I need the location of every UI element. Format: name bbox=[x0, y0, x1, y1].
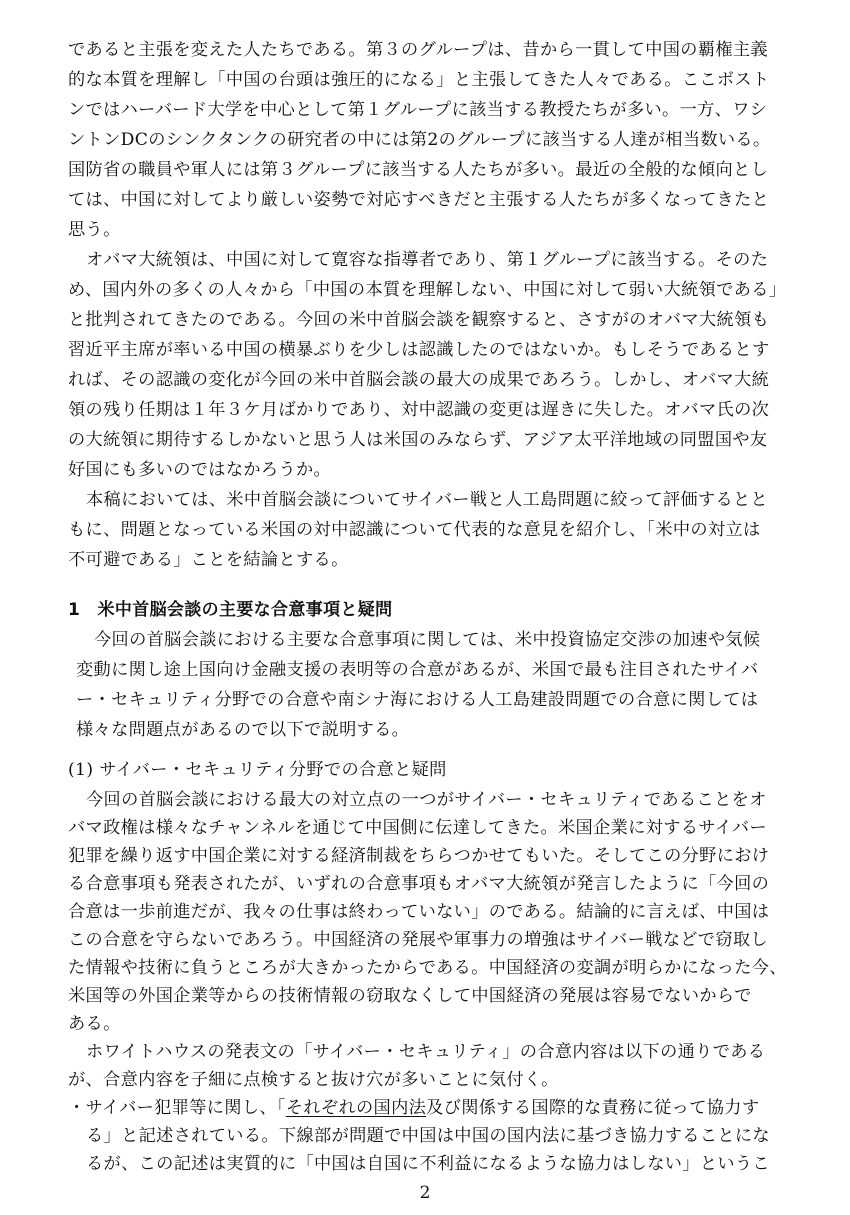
subsection-heading: (1) サイバー・セキュリティ分野での合意と疑問 bbox=[68, 760, 447, 780]
text-line: 様々な問題点があるので以下で説明する。 bbox=[76, 720, 410, 740]
underlined-text: それぞれの国内法 bbox=[285, 1098, 427, 1118]
text-line: 思う。 bbox=[68, 220, 121, 240]
text-line: バマ政権は様々なチャンネルを通じて中国側に伝達してきた。米国企業に対するサイバー bbox=[68, 818, 767, 838]
bullet-text: ・サイバー犯罪等に関し、「 bbox=[68, 1098, 286, 1118]
text-line: ホワイトハウスの発表文の「サイバー・セキュリティ」の合意内容は以下の通りである bbox=[86, 1042, 766, 1062]
text-line: 犯罪を繰り返す中国企業に対する経済制裁をちらつかせてもいた。そしてこの分野におけ bbox=[68, 846, 770, 866]
text-line: 不可避である」ことを結論とする。 bbox=[68, 550, 349, 570]
text-line: め、国内外の多くの人々から「中国の本質を理解しない、中国に対して弱い大統領である」 bbox=[68, 280, 787, 300]
text-line: 習近平主席が率いる中国の横暴ぶりを少しは認識したのではないか。もしそうであるとす bbox=[68, 340, 770, 360]
text-line: 今回の首脳会談における主要な合意事項に関しては、米中投資協定交渉の加速や気候 bbox=[94, 630, 761, 650]
text-line: この合意を守らないであろう。中国経済の発展や軍事力の増強はサイバー戦などで窃取し bbox=[68, 930, 768, 950]
text-line: ては、中国に対してより厳しい姿勢で対応すべきだと主張する人たちが多くなってきたと bbox=[68, 190, 770, 210]
bullet-item bbox=[68, 1094, 759, 1122]
text-line: が、合意内容を子細に点検すると抜け穴が多いことに気付く。 bbox=[68, 1070, 559, 1090]
text-line: ある。 bbox=[68, 1014, 121, 1034]
section-heading: 1 米中首脳会談の主要な合意事項と疑問 bbox=[68, 600, 393, 620]
text-line: オバマ大統領は、中国に対して寛容な指導者であり、第１グループに該当する。そのた bbox=[86, 250, 769, 270]
bullet-text: 及び関係する国際的な責務に従って協力す bbox=[426, 1098, 760, 1118]
text-line: る」と記述されている。下線部が問題で中国は中国の国内法に基づき協力することにな bbox=[86, 1126, 770, 1146]
text-line: るが、この記述は実質的に「中国は自国に不利益になるような協力はしない」というこ bbox=[86, 1154, 770, 1174]
text-line: 本稿においては、米中首脳会談についてサイバー戦と人工島問題に絞って評価するとと bbox=[86, 490, 769, 510]
text-line: ー・セキュリティ分野での合意や南シナ海における人工島建設問題での合意に関しては bbox=[76, 690, 759, 710]
text-line: 変動に関し途上国向け金融支援の表明等の合意があるが、米国で最も注目されたサイバ bbox=[76, 660, 759, 680]
text-line: 今回の首脳会談における最大の対立点の一つがサイバー・セキュリティであることをオ bbox=[86, 790, 767, 810]
text-line: 領の残り任期は１年３ケ月ばかりであり、対中認識の変更は遅きに失した。オバマ氏の次 bbox=[68, 400, 770, 420]
text-line: 的な本質を理解し「中国の台頭は強圧的になる」と主張してきた人々である。ここボスト bbox=[68, 70, 770, 90]
text-line: た情報や技術に負うところが大きかったからである。中国経済の変調が明らかになった今、 bbox=[68, 958, 787, 978]
text-line: ントンDCのシンクタンクの研究者の中には第2のグループに該当する人達が相当数いる。 bbox=[68, 130, 771, 150]
text-line: と批判されてきたのである。今回の米中首脳会談を観察すると、さすがのオバマ大統領も bbox=[68, 310, 770, 330]
text-line: れば、その認識の変化が今回の米中首脳会談の最大の成果であろう。しかし、オバマ大統 bbox=[68, 370, 770, 390]
text-line: ンではハーバード大学を中心として第１グループに該当する教授たちが多い。一方、ワシ bbox=[68, 100, 768, 120]
text-line: 国防省の職員や軍人には第３グループに該当する人たちが多い。最近の全般的な傾向とし bbox=[68, 160, 769, 180]
page-number: 2 bbox=[419, 1183, 431, 1203]
text-line: もに、問題となっている米国の対中認識について代表的な意見を紹介し、「米中の対立は bbox=[68, 520, 761, 540]
text-line: る合意事項も発表されたが、いずれの合意事項もオバマ大統領が発言したように「今回の bbox=[68, 874, 770, 894]
text-line: 好国にも多いのではなかろうか。 bbox=[68, 460, 332, 480]
text-line: 合意は一歩前進だが、我々の仕事は終わっていない」のである。結論的に言えば、中国は bbox=[68, 902, 770, 922]
text-line: であると主張を変えた人たちである。第３のグループは、昔から一貫して中国の覇権主義 bbox=[68, 40, 768, 60]
text-line: 米国等の外国企業等からの技術情報の窃取なくして中国経済の発展は容易でないからで bbox=[68, 986, 752, 1006]
text-line: の大統領に期待するしかないと思う人は米国のみならず、アジア太平洋地域の同盟国や友 bbox=[68, 430, 768, 450]
